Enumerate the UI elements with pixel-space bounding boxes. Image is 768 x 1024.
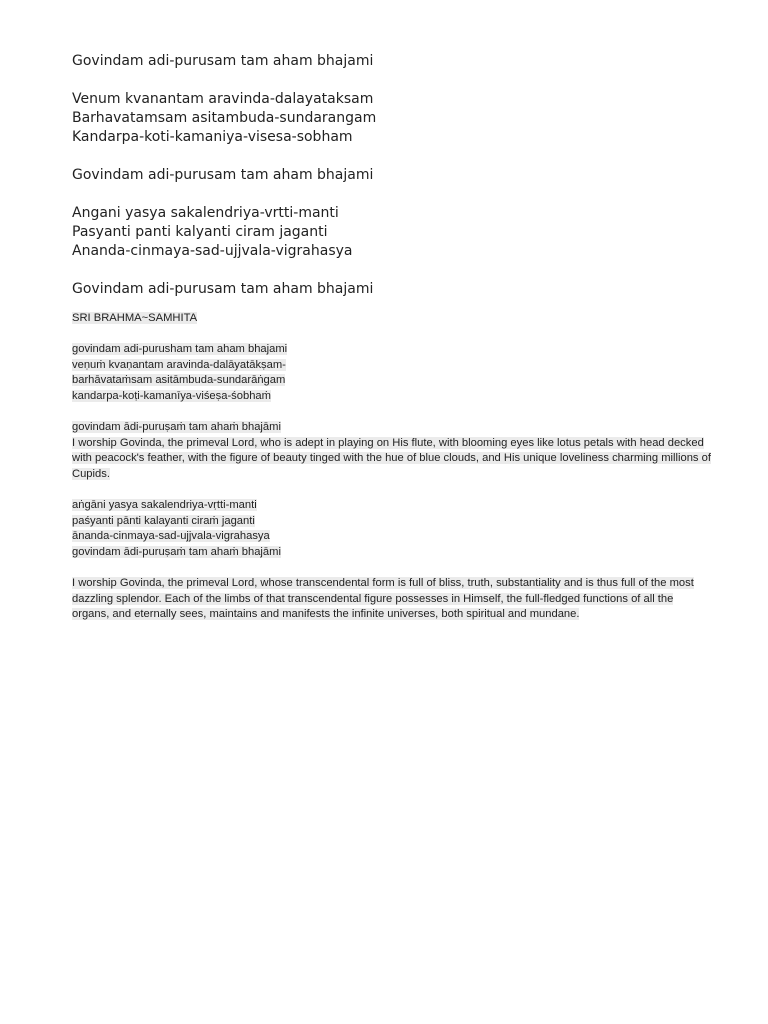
verse-line: Venum kvanantam aravinda-dalayataksam	[72, 91, 374, 107]
translation-paragraph: I worship Govinda, the primeval Lord, who is adept in playing on His flute, with blooming eyes like lotus petals with head decked with peacock's feather, with the figure of beauty tinged with the hue of blue clouds, and His unique loveliness charming millions of Cupids.	[72, 436, 711, 480]
verse-line: Pasyanti panti kalyanti ciram jaganti	[72, 224, 328, 240]
sanskrit-line: aṅgāni yasya sakalendriya-vṛtti-manti	[72, 499, 257, 512]
verse-line: Barhavatamsam asitambuda-sundarangam	[72, 110, 377, 126]
refrain-line: Govindam adi-purusam tam aham bhajami	[72, 281, 374, 297]
verse-line: Ananda-cinmaya-sad-ujjvala-vigrahasya	[72, 243, 353, 259]
sanskrit-refrain: govindam ādi-puruṣaṁ tam ahaṁ bhajāmi	[72, 421, 281, 434]
sanskrit-line: govindam ādi-puruṣaṁ tam ahaṁ bhajāmi	[72, 545, 281, 558]
source-section	[72, 311, 712, 623]
sanskrit-line: veṇuṁ kvaṇantam aravinda-dalāyatākṣam-	[72, 358, 286, 371]
sanskrit-line: kandarpa-koṭi-kamanīya-viśeṣa-śobhaṁ	[72, 389, 271, 402]
verse-line: Kandarpa-koti-kamaniya-visesa-sobham	[72, 129, 353, 145]
refrain-line: Govindam adi-purusam tam aham bhajami	[72, 167, 374, 183]
document-content	[72, 52, 712, 623]
translation-paragraph: I worship Govinda, the primeval Lord, whose transcendental form is full of bliss, truth, substantiality and is thus full of the most dazzling splendor. Each of the limbs of that transcendental figure possesses in Himself, the full-fledged functions of all the organs, and eternally sees, maintains and manifests the infinite universes, both spiritual and mundane.	[72, 577, 694, 621]
sanskrit-line: barhāvataṁsam asitāmbuda-sundarāṅgam	[72, 374, 286, 387]
source-heading: SRI BRAHMA~SAMHITA	[72, 312, 198, 324]
sanskrit-line: paśyanti pānti kalayanti ciraṁ jaganti	[72, 514, 255, 527]
sanskrit-line: ānanda-cinmaya-sad-ujjvala-vigrahasya	[72, 530, 270, 543]
sanskrit-line: govindam adi-purusham tam aham bhajami	[72, 343, 288, 356]
verse-line: Angani yasya sakalendriya-vrtti-manti	[72, 205, 339, 221]
refrain-line: Govindam adi-purusam tam aham bhajami	[72, 53, 374, 69]
